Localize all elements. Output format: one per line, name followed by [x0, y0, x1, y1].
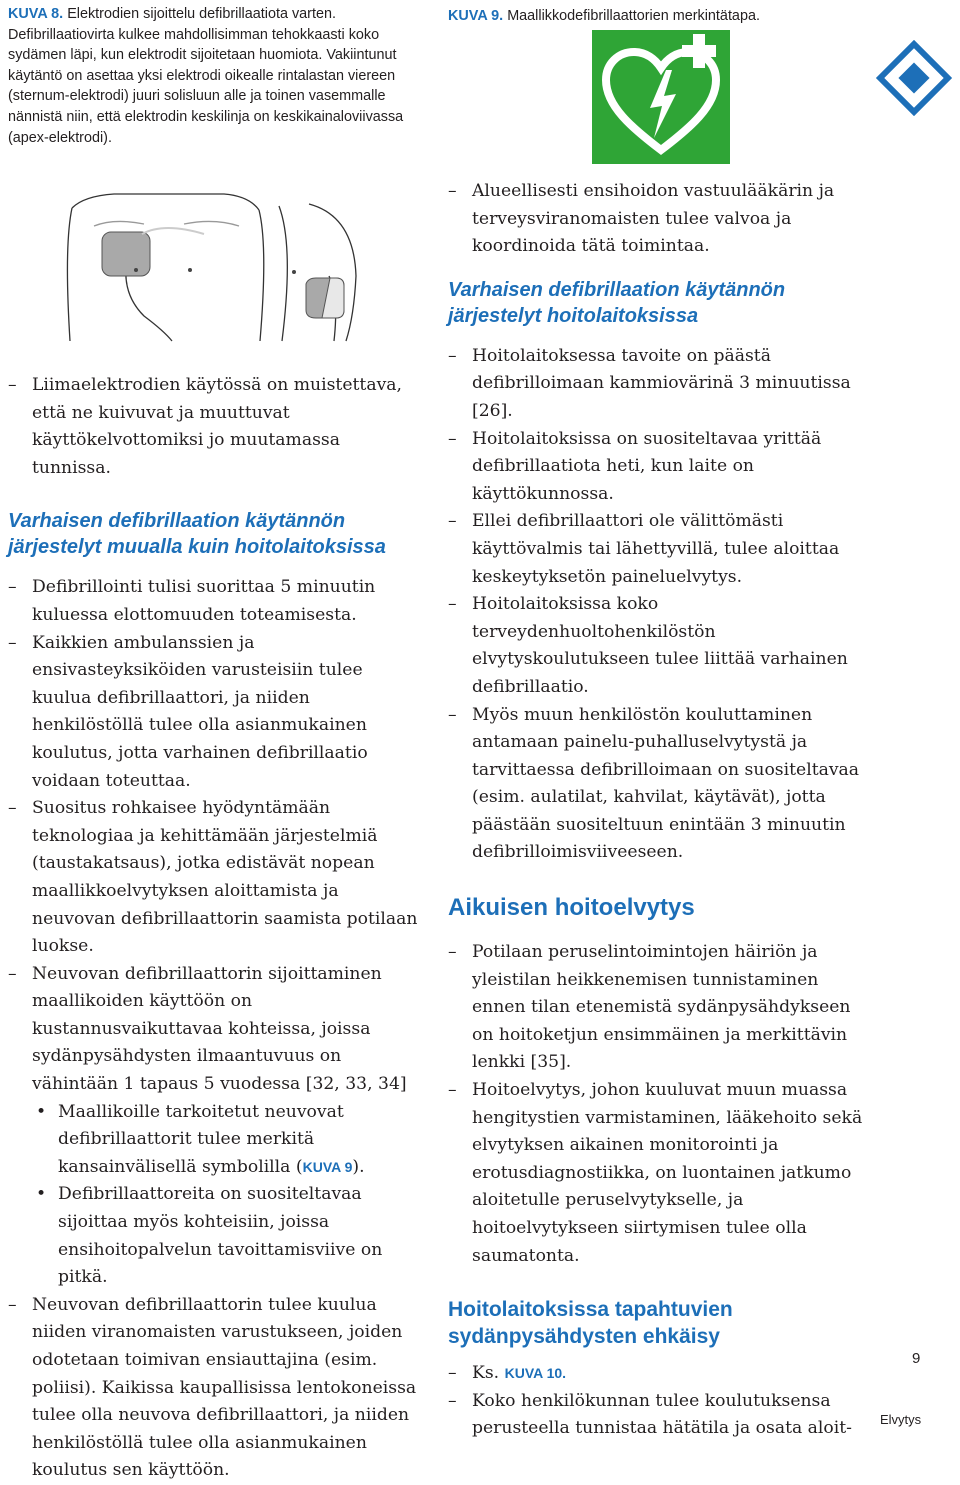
list-item: – Myös muun henkilöstön kouluttaminen antamaan painelu-puhalluselvytystä ja tarvittaessa defibrilloimaan on suositeltavaa (esim. aulatilat, kahvilat, käytävät), jotta päästään suositeltuun enintään 3 minuutin defibrilloimisviiveeseen.	[448, 702, 866, 868]
section-heading-outside-hospitals: Varhaisen defibrillaation käytännön järjestelyt muualla kuin hoitolaitoksissa	[8, 510, 386, 559]
adult-resuscitation-list	[448, 939, 866, 1270]
figure-9-label: KUVA 9.	[448, 8, 504, 24]
list-item: – Hoitolaitoksissa koko terveydenhuoltohenkilöstön elvytyskoulutukseen tulee liittää varhainen defibrillaatio.	[448, 591, 866, 701]
sub-list	[32, 1099, 420, 1292]
list-item: – Defibrillointi tulisi suorittaa 5 minuutin kuluessa elottomuuden toteamisesta.	[8, 574, 420, 629]
in-hospitals-list	[448, 343, 866, 867]
coordination-list	[448, 178, 866, 261]
figure-8-caption	[8, 4, 408, 148]
plus-icon-horizontal	[682, 45, 716, 57]
figure-9-caption	[448, 6, 760, 27]
figure-8-caption-text: Elektrodien sijoittelu defibrillaatiota varten. Defibrillaatiovirta kulkee mahdollisimman tehokkaasti koko sydämen läpi, kun elektrodit sijoitetaan huomiota. Vakiintunut käytäntö on asettaa yksi elektrodi oikealle rintalastan viereen (sternum-elektrodi) juuri solisluun alle ja toinen vasemmalle nännistä niin, että elektrodin keskilinja on keskikainaloviivassa (apex-elektrodi).	[8, 6, 404, 146]
list-item: – Kaikkien ambulanssien ja ensivasteyksiköiden varusteisiin tulee kuulua defibrillaattori, ja niiden henkilöstöllä tulee olla asianmukainen koulutus, jotta varhainen defibrillaatio voidaan toteuttaa.	[8, 630, 420, 796]
figure-9-caption-text: Maallikkodefibrillaattorien merkintätapa.	[507, 8, 760, 24]
outside-hospitals-list	[8, 574, 420, 1485]
list-item: – Potilaan peruselintoimintojen häiriön ja yleistilan heikkenemisen tunnistaminen ennen tilan etenemistä sydänpysähdykseen on hoitoketjun ensimmäinen ja merkittävin lenkki [35].	[448, 939, 866, 1077]
list-item: – Hoitolaitoksessa tavoite on päästä defibrilloimaan kammiovärinä 3 minuutissa [26].	[448, 343, 866, 426]
figure-8-label: KUVA 8.	[8, 6, 64, 22]
list-item-text: Neuvovan defibrillaattorin sijoittaminen maallikoiden käyttöön on kustannusvaikuttavaa kohteissa, joissa sydänpysähdysten ilmaantuvuus on vähintään 1 tapaus 5 vuodessa [32, 33, 34]	[32, 963, 407, 1095]
section-heading-prevention: Hoitolaitoksissa tapahtuvien sydänpysähdysten ehkäisy	[448, 1298, 733, 1349]
see-also-text: Ks.	[472, 1363, 500, 1384]
section-heading-in-hospitals: Varhaisen defibrillaation käytännön järjestelyt hoitolaitoksissa	[448, 278, 786, 327]
list-item	[448, 1360, 866, 1388]
aed-sign-icon	[592, 30, 730, 164]
list-item: – Neuvovan defibrillaattorin tulee kuulua niiden viranomaisten varustukseen, joiden odotetaan toimivan ensiauttajina (esim. poliisi). Kaikissa kaupallisissa lentokoneissa tulee olla neuvova defibrillaattori, ja niiden henkilöstöllä tulee olla asianmukainen koulutus sen käyttöön.	[8, 1292, 420, 1485]
list-item	[8, 961, 420, 1292]
figure-10-reference[interactable]: KUVA 10.	[504, 1365, 567, 1382]
sub-item-text: Maallikoille tarkoitetut neuvovat defibrillaattorit tulee merkitä kansainvälisellä symbolilla (	[58, 1101, 344, 1177]
sub-item-text-end: ).	[352, 1156, 365, 1177]
publisher-logo-icon	[876, 40, 952, 116]
section-heading-adult-resuscitation: Aikuisen hoitoelvytys	[448, 894, 695, 922]
logo-inner-square	[898, 62, 929, 93]
side-torso-front	[309, 204, 356, 341]
list-item: – Alueellisesti ensihoidon vastuulääkärin ja terveysviranomaisten tulee valvoa ja koordinoida tätä toimintaa.	[448, 178, 866, 261]
right-text-flow	[448, 178, 866, 1443]
left-text-flow	[8, 372, 420, 1485]
sub-list-item: • Defibrillaattoreita on suositeltavaa sijoittaa myös kohteisiin, joissa ensihoitopalvelun tavoittamisviive on pitkä.	[32, 1181, 420, 1291]
sub-list-item	[32, 1099, 420, 1182]
electrode-cable	[126, 268, 172, 341]
prevention-list	[448, 1360, 866, 1443]
sternum-lead	[142, 228, 204, 234]
nipple-side	[292, 270, 296, 274]
side-torso-back	[279, 206, 287, 341]
clavicles	[94, 221, 239, 226]
torso-left-outline	[67, 208, 72, 341]
list-item: – Ellei defibrillaattori ole välittömästi käyttövalmis tai lähettyvillä, tulee aloittaa keskeytyksetön paineluelvytys.	[448, 508, 866, 591]
torso-right-outline	[259, 210, 264, 341]
list-item: – Hoitoelvytys, johon kuuluvat muun muassa hengitystien varmistaminen, lääkehoito sekä elvytyksen aikainen monitorointi ja erotusdiagnostiikka, on luontainen jatkumo aloitetulle peruselvytykselle, ja hoitoelvytykseen siirtymisen tulee olla saumatonta.	[448, 1077, 866, 1270]
figure-9-reference[interactable]: KUVA 9	[302, 1158, 353, 1175]
electrode-note-list	[8, 372, 420, 482]
electrode-placement-illustration	[54, 186, 374, 346]
list-item: – Hoitolaitoksissa on suositeltavaa yrittää defibrillaatiota heti, kun laite on käyttökunnossa.	[448, 426, 866, 509]
sternum-electrode-pad	[102, 232, 150, 276]
footer-title: Elvytys	[880, 1412, 922, 1427]
list-item: – Suositus rohkaisee hyödyntämään teknologiaa ja kehittämään järjestelmiä (taustakatsaus), jotka edistävät nopean maallikkoelvytyksen aloittamista ja neuvovan defibrillaattorin saamista potilaan luokse.	[8, 795, 420, 961]
nipple-left	[188, 268, 192, 272]
nipple-right	[134, 268, 138, 272]
torso-shoulder-outline	[72, 194, 259, 210]
list-item: – Koko henkilökunnan tulee koulutuksensa perusteella tunnistaa hätätila ja osata aloit-	[448, 1388, 866, 1443]
list-item: – Liimaelektrodien käytössä on muistettava, että ne kuivuvat ja muuttuvat käyttökelvottomiksi jo muutamassa tunnissa.	[8, 372, 420, 482]
page-number: 9	[912, 1350, 921, 1367]
